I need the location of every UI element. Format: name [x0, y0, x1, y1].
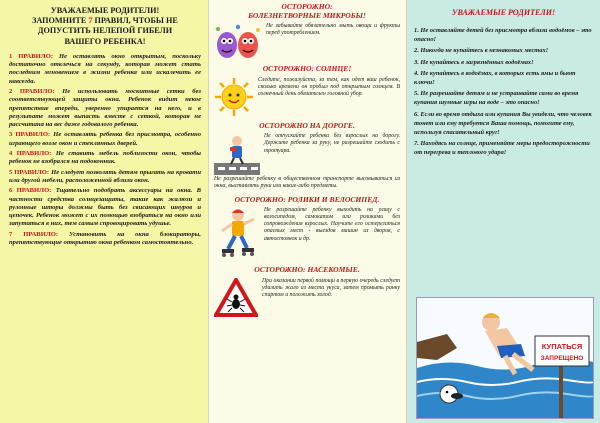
column-dangers	[208, 0, 406, 423]
road-text-a: Не отпускайте ребенка без взрослых на дорогу. Держите ребенка за руку, не разрешайте сходить с тротуара.	[264, 133, 400, 154]
sign-text-line1: КУПАТЬСЯ	[541, 342, 583, 351]
microbes-icon	[214, 23, 262, 61]
road-crossing-icon	[214, 133, 260, 175]
bike-text: Не разрешайте ребенку выходить на улицу с велосипедом, самокатом или роликами без сопровождения взрослых. Научите его остерегаться опасных мест - выездов машин из дворов, с автостоянок и др.	[264, 207, 401, 242]
microbes-heading: ОСТОРОЖНО: БОЛЕЗНЕТВОРНЫЕ МИКРОБЫ!	[248, 2, 366, 20]
fold-line-right	[406, 0, 407, 423]
sun-icon	[214, 77, 254, 117]
rule-3: 3 ПРАВИЛО: Не оставлять ребенка без присмотра, особенно играющего возле окон и стеклянных дверей.	[9, 131, 201, 147]
fold-line-left	[208, 0, 209, 423]
rules-list	[9, 53, 201, 248]
road-text-b: Не разрешайте ребенку в общественном транспорте высовываться из окна, выставлять руки или какие-либо предметы.	[214, 176, 400, 190]
sun-section	[214, 77, 400, 117]
rule-7: 7 ПРАВИЛО: Установить на окна блокираторы, препятствующие открытию окна ребенком самостоятельно.	[9, 230, 201, 247]
sun-text: Следите, пожалуйста, за тем, как одет ваш ребенок, сколько времени он пробыл под открытым солнцем. В солнечный день обязателен головной убор.	[258, 76, 400, 97]
microbes-section	[214, 23, 400, 61]
roller-skater-icon	[214, 207, 260, 261]
water-item-5: 5. Не разрешайте детям и не устраивайте сами во время купания шумные игры на воде – это опасно!	[414, 90, 579, 107]
road-heading: ОСТОРОЖНО НА ДОРОГЕ.	[259, 120, 355, 130]
insect-warning-sign-icon	[214, 278, 258, 318]
sign-text-line2: ЗАПРЕЩЕНО	[540, 355, 584, 362]
no-swimming-scene-icon	[417, 298, 593, 418]
bike-heading: ОСТОРОЖНО: РОЛИКИ И ВЕЛОСИПЕД.	[234, 194, 380, 204]
rule-1: 1 ПРАВИЛО: Не оставлять окно открытым, поскольку достаточно отвлечься на секунду, которая может стать последним мгновением в жизни ребенка или искалечить ее навсегда.	[9, 52, 201, 85]
water-item-7: 7. Находясь на солнце, применяйте меры предосторожности от перегрева и теплового удара!	[414, 140, 590, 157]
water-item-2: 2. Никогда не купайтесь в незнакомых местах!	[414, 47, 549, 55]
bike-section	[214, 207, 400, 261]
rule-2: 2 ПРАВИЛО: Не использовать москитные сетки без соответствующей защиты окна. Ребенок видит некое препятствие впереди, уверенно упирается на него, и в результате может выпасть вместе с сеткой, которая не рассчитана на вес даже годовалого ребенка.	[9, 88, 201, 129]
insects-heading: ОСТОРОЖНО: НАСЕКОМЫЕ.	[254, 265, 360, 275]
microbes-text: Не забывайте обязательно мыть овощи и фрукты перед употреблением.	[266, 23, 400, 37]
water-item-3: 3. Не купайтесь в загрязнённых водоёмах!	[414, 58, 534, 66]
no-swimming-illustration	[416, 297, 594, 419]
rule-6: 6 ПРАВИЛО: Тщательно подобрать аксессуары на окна. В частности средства солнцезащиты, такие как жалюзи и рулонные шторы должны быть без свисающих шнуров и цепочек. Ребенок может с их помощью взобраться на окно или запутаться в них, тем самым спровоцировать удушье.	[9, 187, 201, 228]
water-item-4: 4. Не купайтесь в водоёмах, в которых есть ямы и бьют ключи!	[414, 69, 576, 87]
sun-heading: ОСТОРОЖНО: СОЛНЦЕ!	[262, 64, 352, 74]
insects-section	[214, 278, 400, 318]
water-item-1: 1. Не оставляйте детей без присмотра вблизи водоёмов – это опасно!	[414, 27, 592, 44]
rule-5: 5 ПРАВИЛО: Не следует позволять детям прыгать на кровати или другой мебели, расположенной вблизи окон.	[9, 168, 201, 184]
water-item-6: 6. Если во время отдыха или купания Вы увидели, что человек тонет или ему требуется Ваша помощь, помогите ему, используя спасательный круг!	[414, 110, 592, 137]
column-window-rules	[0, 0, 208, 423]
insects-text: При оказании первой помощи в первую очередь следует удалить жало из места укуса, затем промыть ранку спиртом и положить холод.	[262, 277, 400, 298]
road-section	[214, 133, 400, 175]
window-rules-title: УВАЖАЕМЫЕ РОДИТЕЛИ! ЗАПОМНИТЕ 7 ПРАВИЛ, ЧТОБЫ НЕ ДОПУСТИТЬ НЕЛЕПОЙ ГИБЕЛИ ВАШЕГО РЕБЕНКА!	[32, 6, 178, 46]
water-safety-title: УВАЖАЕМЫЕ РОДИТЕЛИ!	[451, 8, 556, 17]
column-water-safety	[406, 0, 600, 423]
rule-4: 4 ПРАВИЛО: Не ставить мебель поблизости окон, чтобы ребенок не взобрался на подоконник.	[9, 150, 201, 166]
